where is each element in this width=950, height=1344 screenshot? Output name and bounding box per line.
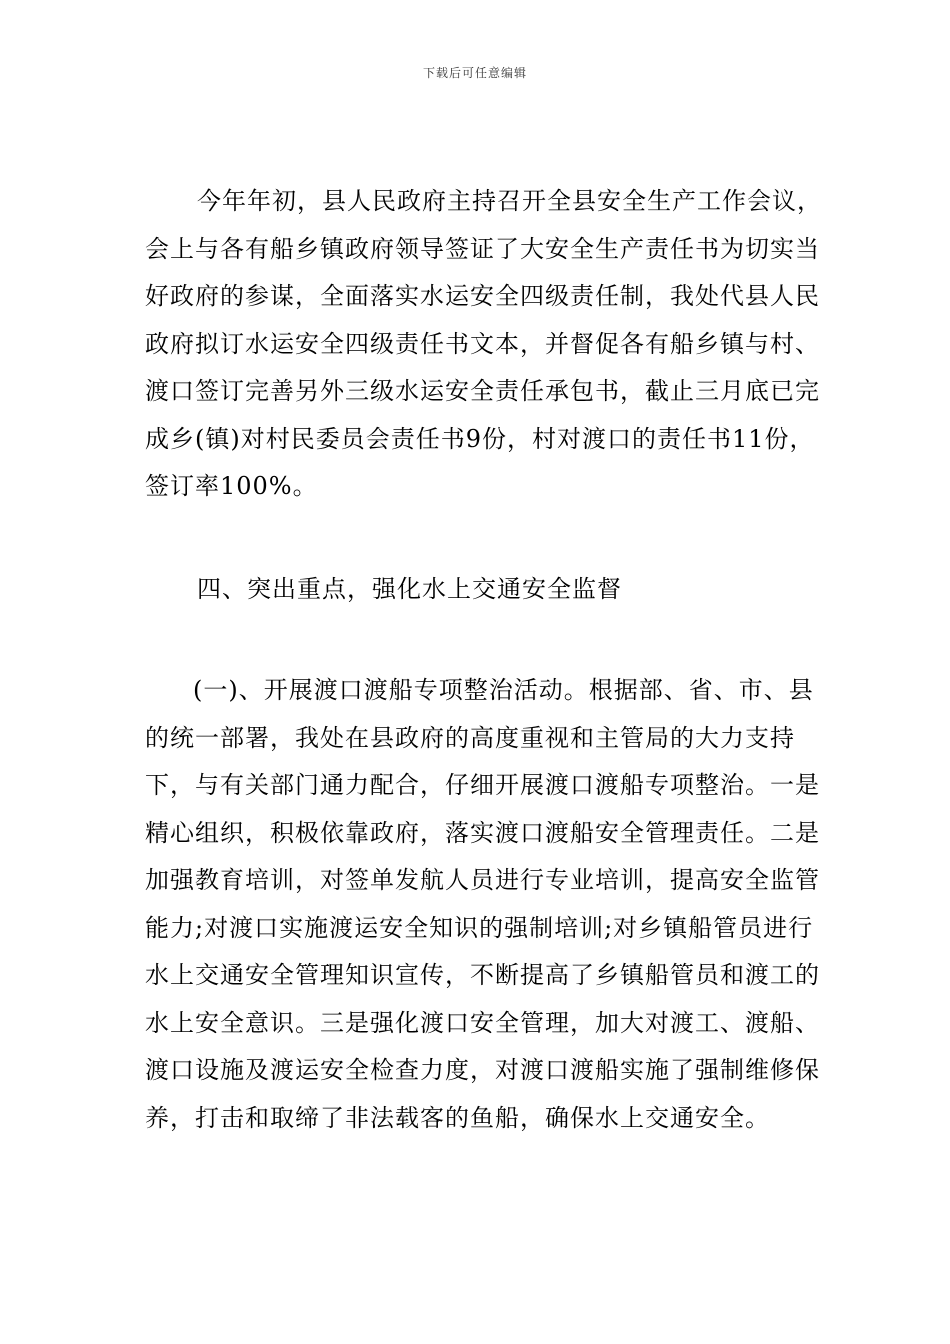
paragraph-ferry-rectification: (一)、开展渡口渡船专项整治活动。根据部、省、市、县的统一部署，我处在县政府的高度重视和主管局的大力支持下，与有关部门通力配合，仔细开展渡口渡船专项整治。一是精心组织，积极依靠政府，落实渡口渡船安全管理责任。二是加强教育培训，对签单发航人员进行专业培训，提高安全监管能力;对渡口实施渡运安全知识的强制培训;对乡镇船管员进行水上交通安全管理知识宣传，不断提高了乡镇船管员和渡工的水上安全意识。三是强化渡口安全管理，加大对渡工、渡船、渡口设施及渡运安全检查力度，对渡口渡船实施了强制维修保养，打击和取缔了非法载客的鱼船，确保水上交通安全。 [145,676,820,1132]
paragraph-responsibility-letters: 今年年初，县人民政府主持召开全县安全生产工作会议，会上与各有船乡镇政府领导签证了大安全生产责任书为切实当好政府的参谋，全面落实水运安全四级责任制，我处代县人民政府拟订水运安全四级责任书文本，并督促各有船乡镇与村、渡口签订完善另外三级水运安全责任承包书，截止三月底已完成乡(镇)对村民委员会责任书9份，村对渡口的责任书11份，签订率100%。 [145,187,822,500]
document-body [145,178,825,1142]
paragraph-spacer [145,511,825,566]
section-heading: 四、突出重点，强化水上交通安全监督 [197,574,622,603]
paragraph-spacer [145,613,825,667]
page-header-note: 下载后可任意编辑 [422,66,527,80]
